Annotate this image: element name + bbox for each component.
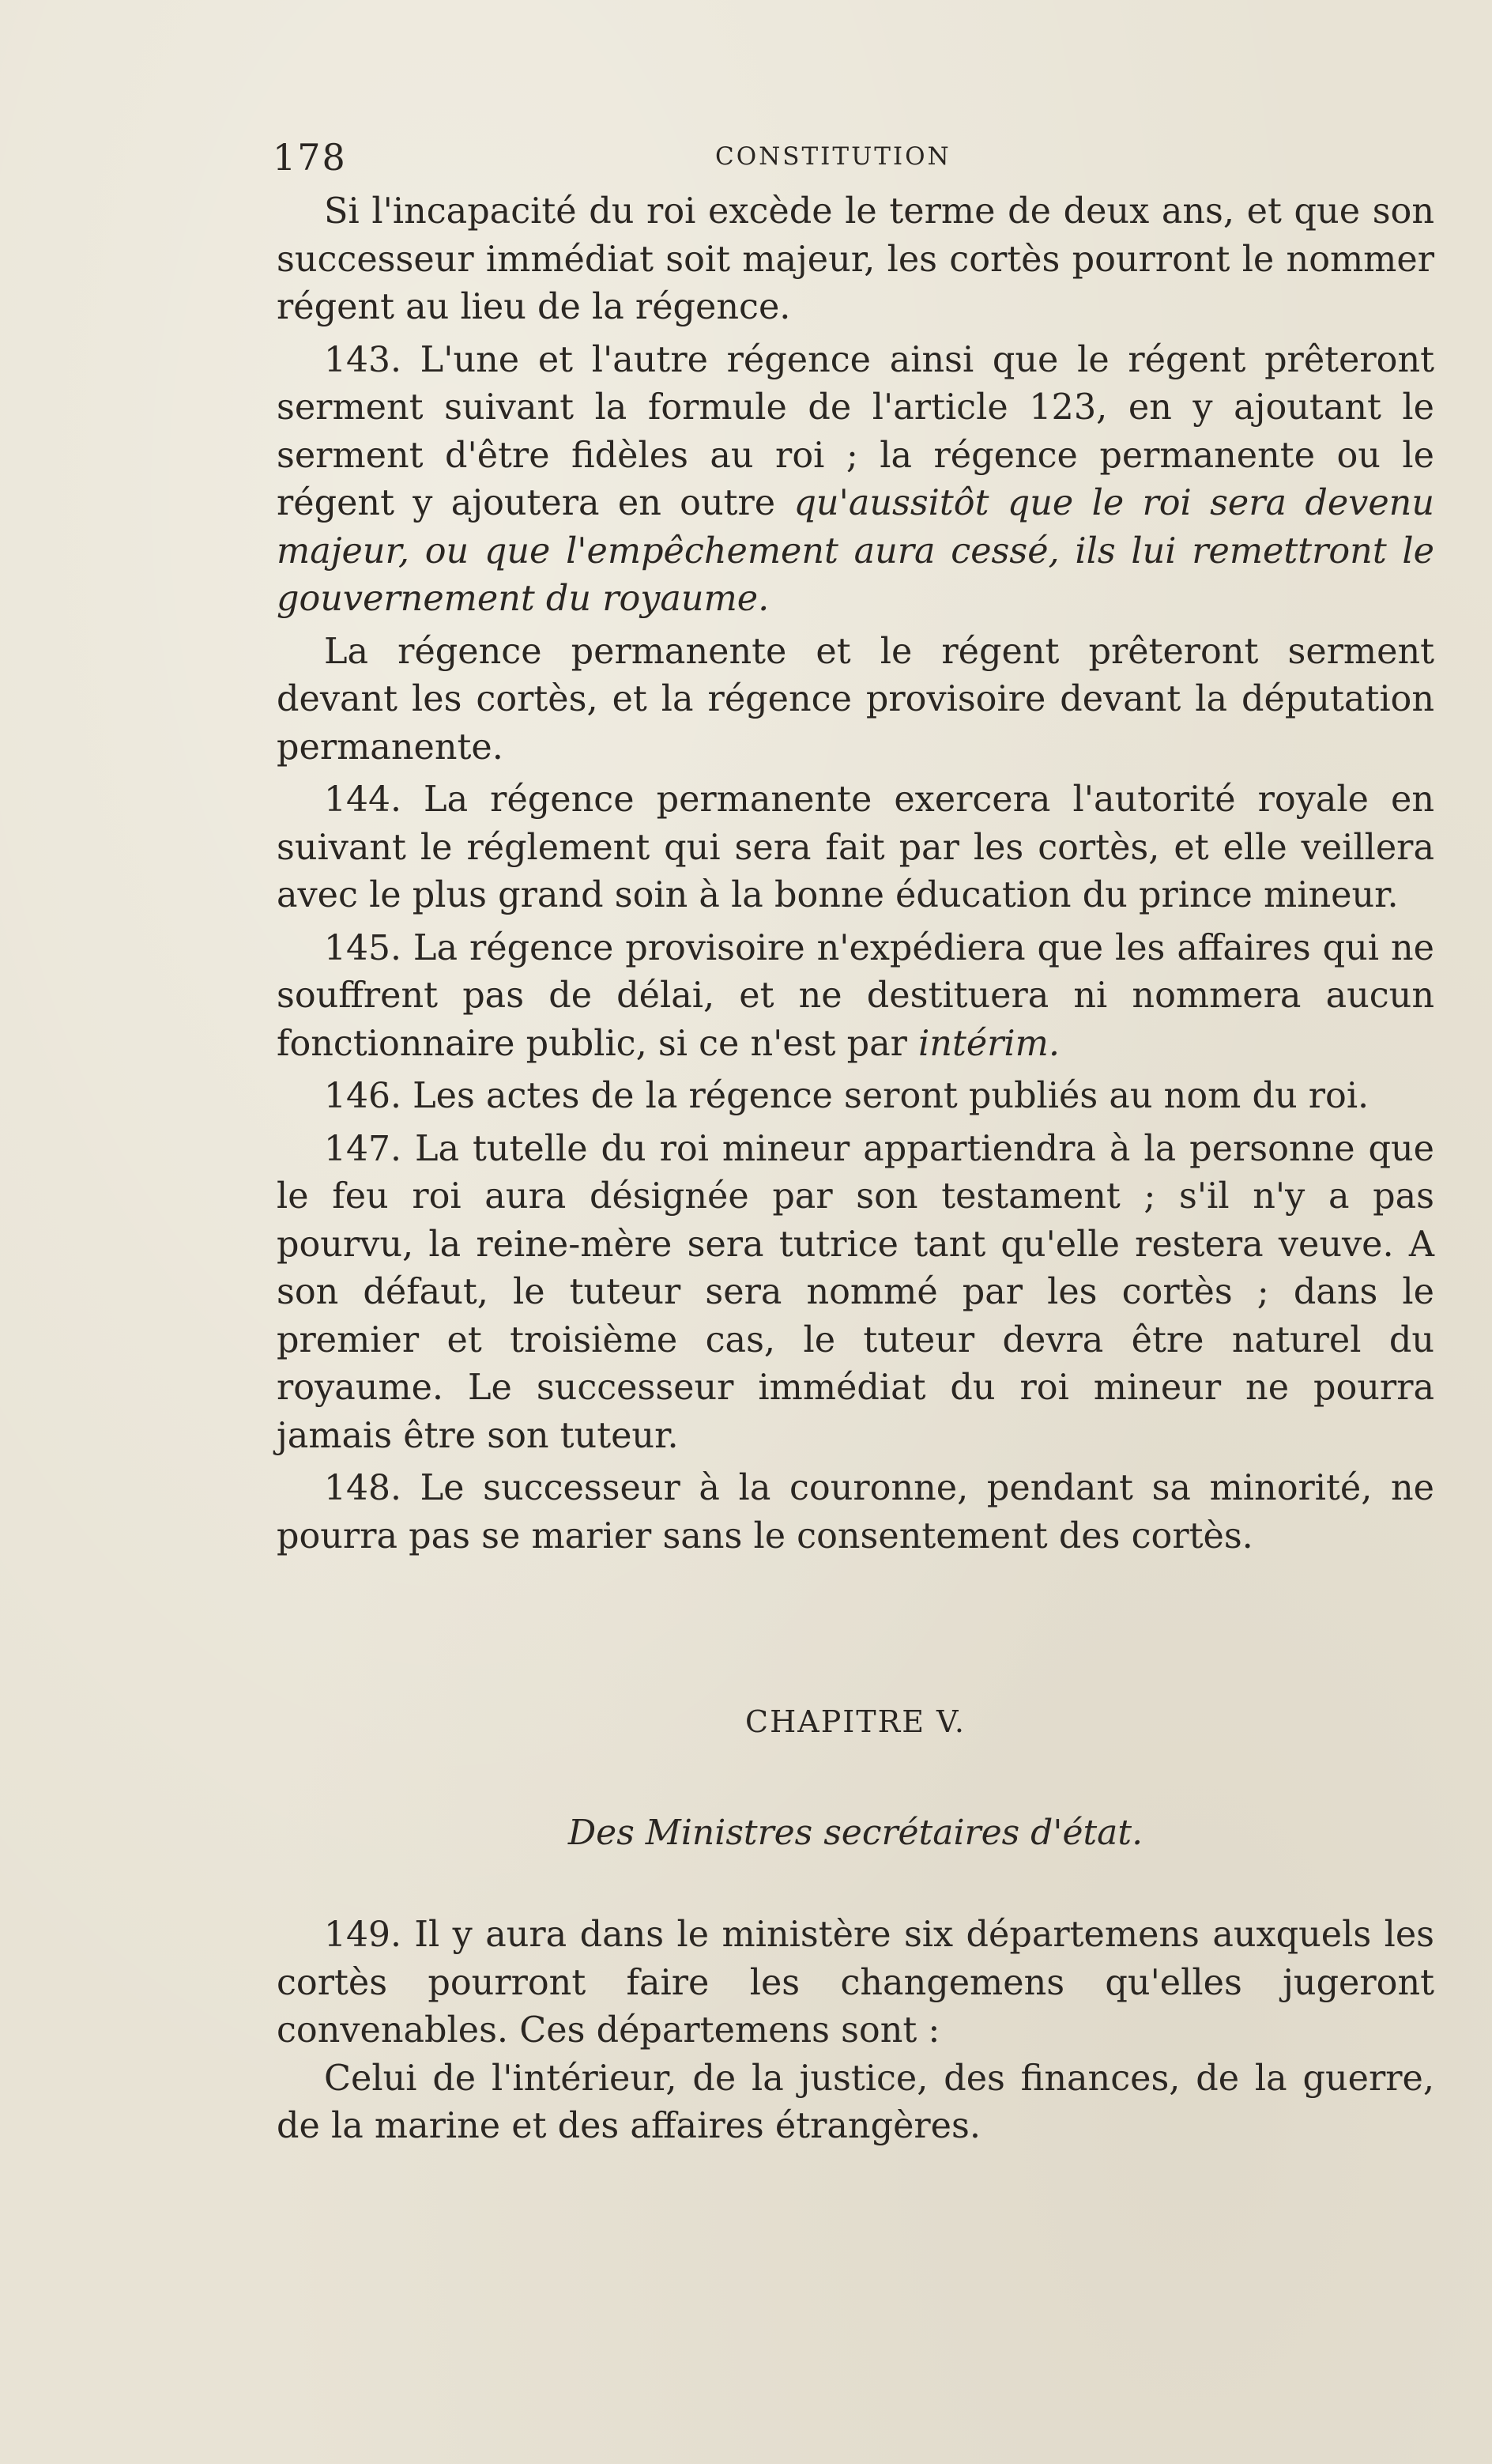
paragraph-article-148 [277,1465,1434,1560]
paragraph-italic-text: intérim. [918,1023,1061,1064]
paragraph-article-147 [277,1126,1434,1461]
paragraph [277,188,1434,332]
paragraph-article-149 [277,1911,1434,2055]
chapter-body-text [277,1911,1434,2151]
article-number: 146. [324,1076,401,1116]
chapter-title: CHAPITRE V. [745,1704,966,1739]
paragraph-text: Celui de l'intérieur, de la justice, des finances, de la guerre, de la marine et des affaires étrangères. [277,2058,1434,2146]
paragraph-text: La régence permanente et le régent prêteront serment devant les cortès, et la régence provisoire devant la députation permanente. [277,631,1434,768]
body-text [277,188,1434,1560]
article-number: 148. [324,1468,401,1508]
paragraph-article-144 [277,776,1434,920]
paragraph-text: La régence provisoire n'expédiera que les affaires qui ne souffrent pas de délai, et ne destituera ni nommera aucun fonctionnaire public, si ce n'est par [277,927,1434,1064]
paragraph-article-146 [277,1073,1434,1121]
paragraph-text: Le successeur à la couronne, pendant sa minorité, ne pourra pas se marier sans le consentement des cortès. [277,1468,1434,1557]
running-title: CONSTITUTION [715,142,951,171]
paragraph [277,628,1434,772]
paragraph-text: Les actes de la régence seront publiés au nom du roi. [401,1076,1370,1116]
article-number: 145. [324,927,401,968]
page-number: 178 [273,136,347,179]
paragraph [277,2055,1434,2151]
paragraph-text: La tutelle du roi mineur appartiendra à la personne que le feu roi aura désignée par son testament ; s'il n'y a pas pourvu, la reine-mère sera tutrice tant qu'elle restera veuve. A son défaut, le tuteur sera nommé par les cortès ; dans le premier et troisième cas, le tuteur devra être naturel du royaume. Le successeur immédiat du roi mineur ne pourra jamais être son tuteur. [277,1128,1434,1456]
paragraph-italic-text: qu'aussitôt que le roi sera devenu majeur, ou que l'empêchement aura cessé, ils lui remettront le gouvernement du royaume. [277,483,1434,619]
paragraph-article-145 [277,925,1434,1069]
paragraph-article-143 [277,337,1434,624]
article-number: 149. [324,1915,401,1955]
paragraph-text: Il y aura dans le ministère six départemens auxquels les cortès pourront faire les changemens qu'elles jugeront convenables. Ces départemens sont : [277,1915,1434,2051]
paragraph-text: Si l'incapacité du roi excède le terme de deux ans, et que son successeur immédiat soit majeur, les cortès pourront le nommer régent au lieu de la régence. [277,191,1434,327]
chapter-subtitle: Des Ministres secrétaires d'état. [567,1813,1143,1853]
paragraph-text: La régence permanente exercera l'autorité royale en suivant le réglement qui sera fait par les cortès, et elle veillera avec le plus grand soin à la bonne éducation du prince mineur. [277,779,1434,915]
paragraph-text: L'une et l'autre régence ainsi que le régent prêteront serment suivant la formule de l'article 123, en y ajoutant le serment d'être fidèles au roi ; la régence permanente ou le régent y ajoutera en outre [277,339,1434,523]
page-header [273,136,1434,183]
article-number: 143. [324,339,401,380]
article-number: 144. [324,779,401,820]
article-number: 147. [324,1128,401,1169]
